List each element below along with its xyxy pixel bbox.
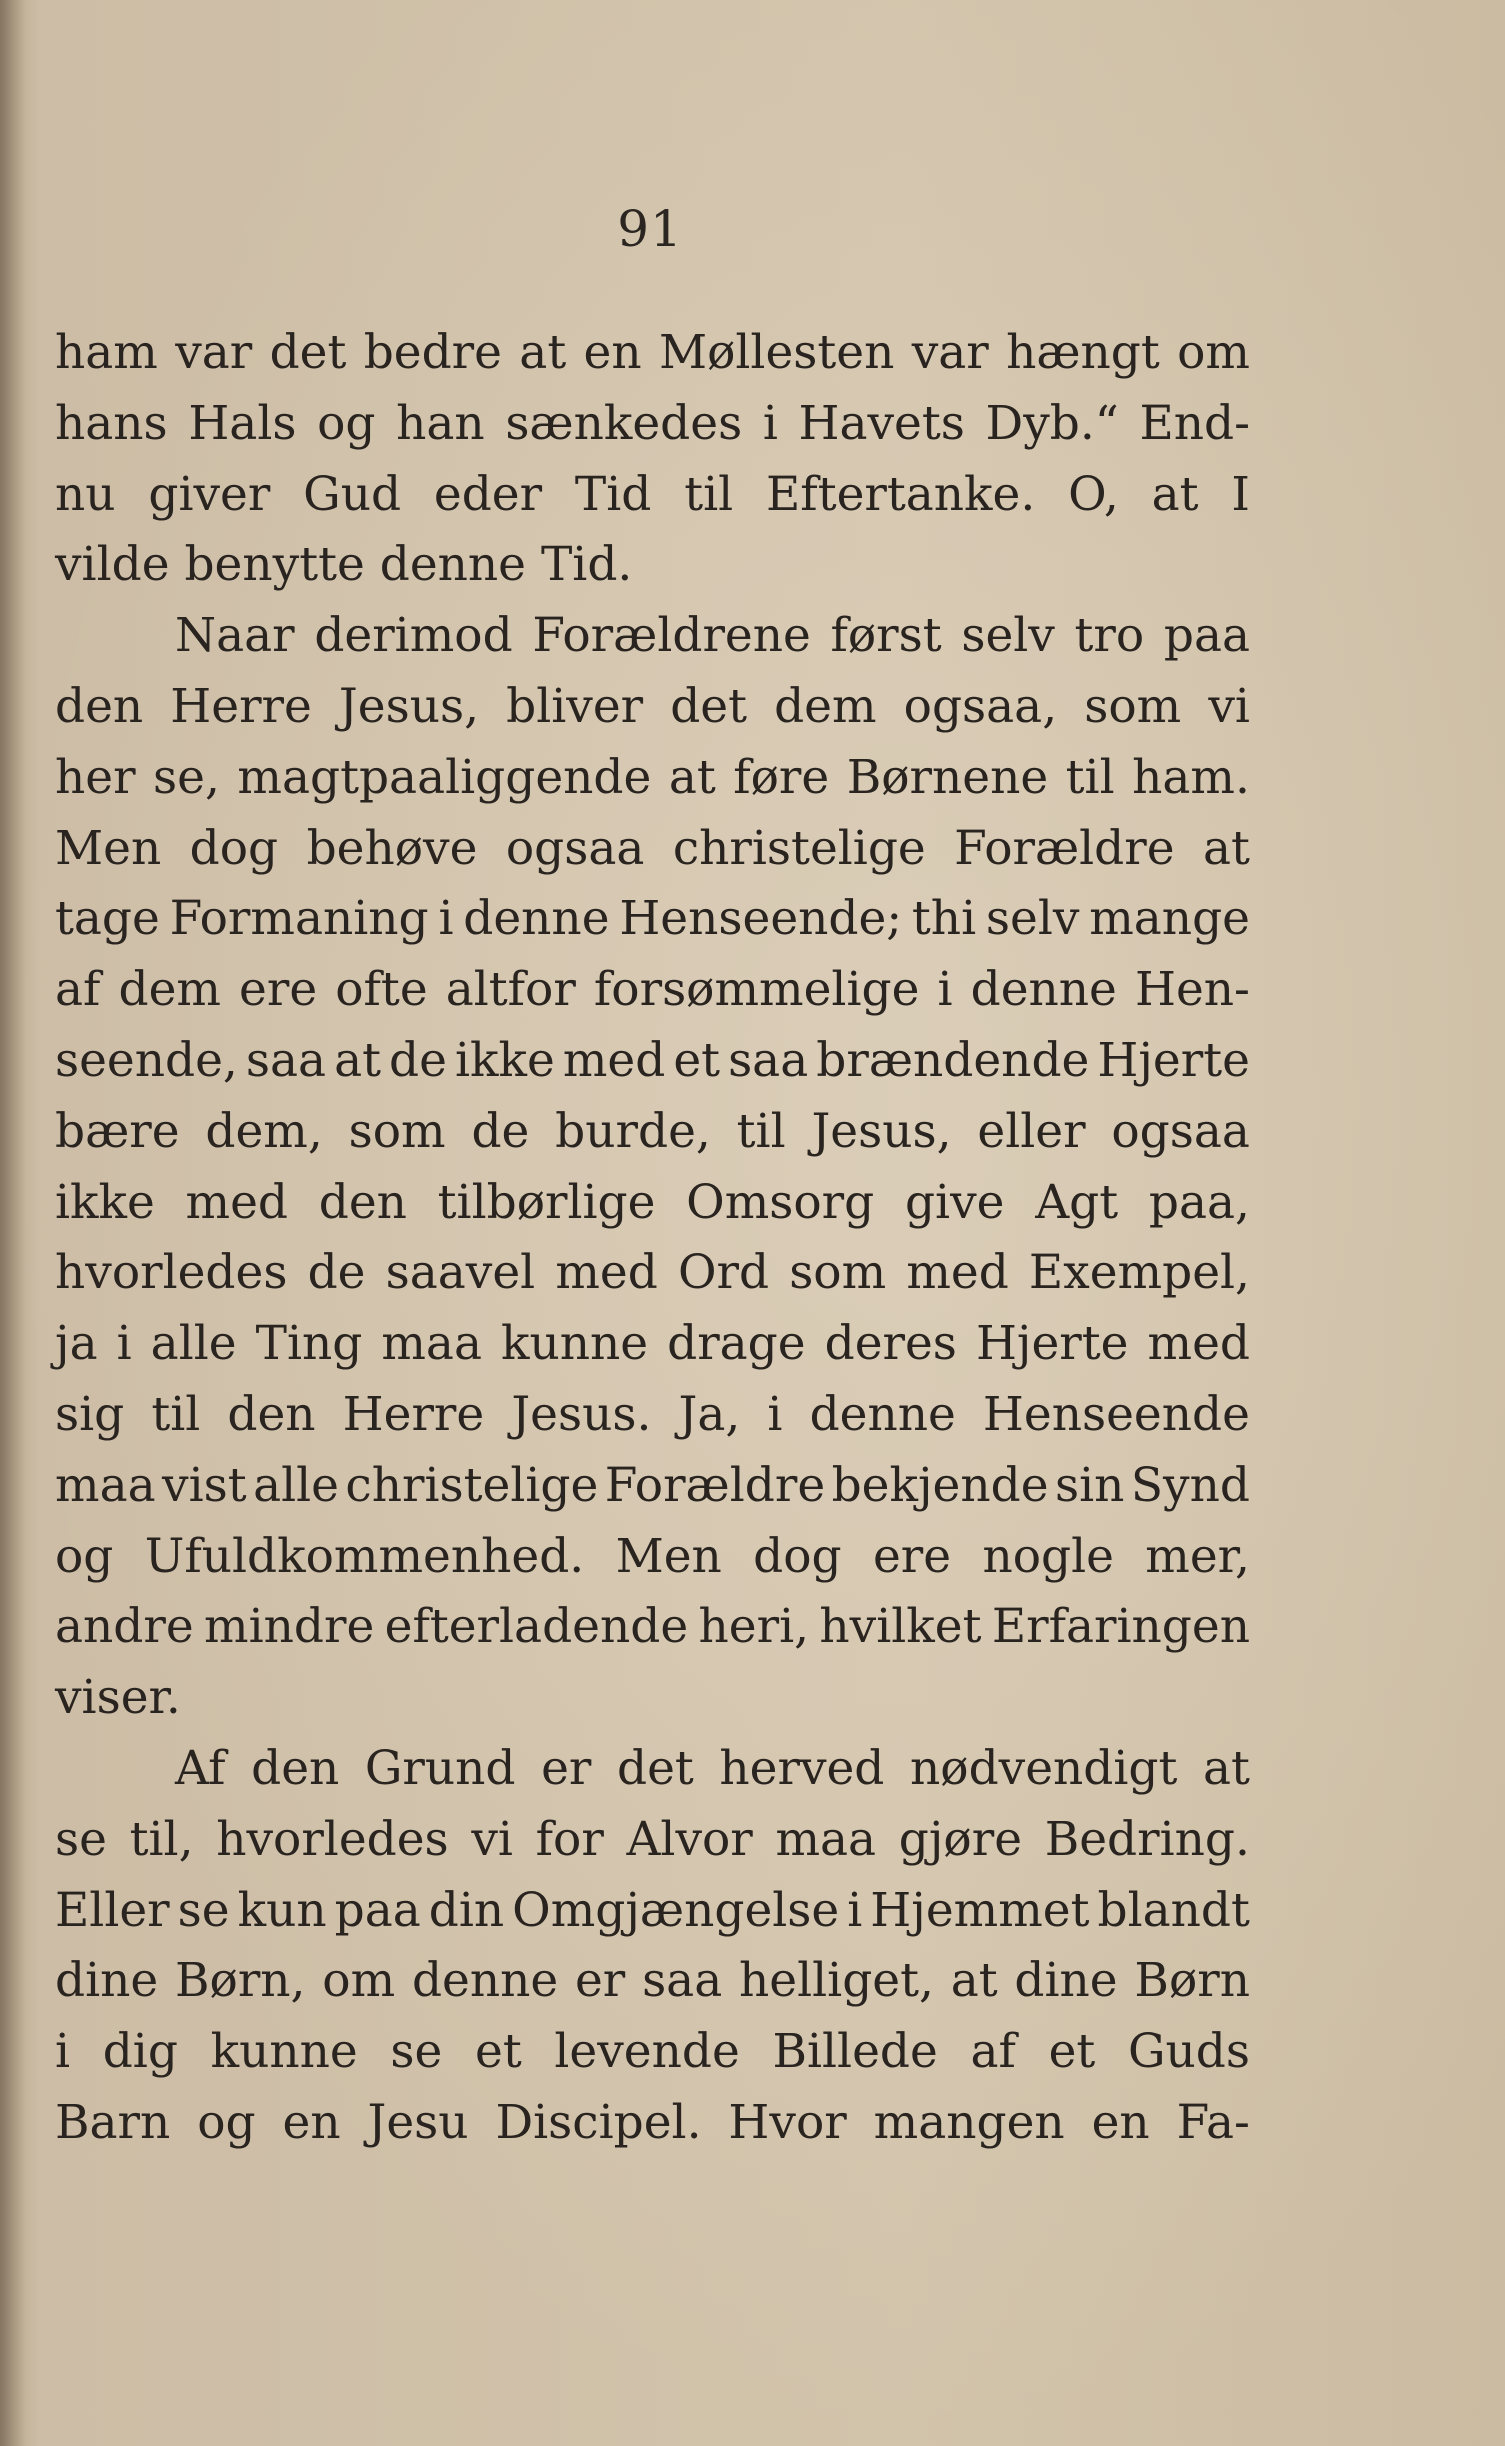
word: først bbox=[830, 608, 942, 664]
word: andre bbox=[55, 1599, 194, 1655]
word: alle bbox=[150, 1316, 237, 1372]
word: Eller bbox=[55, 1882, 170, 1938]
word: Jesu bbox=[367, 2094, 469, 2150]
text-line bbox=[55, 884, 1250, 955]
word: sin bbox=[1054, 1457, 1125, 1513]
word: om bbox=[1177, 325, 1250, 380]
word: hvilket bbox=[819, 1599, 982, 1655]
word: kunne bbox=[210, 2024, 358, 2080]
word: at bbox=[1202, 1740, 1250, 1796]
text-line bbox=[55, 1026, 1250, 1097]
text-line bbox=[55, 1309, 1250, 1380]
word: den bbox=[227, 1386, 316, 1442]
word: Omgjængelse bbox=[512, 1882, 840, 1938]
word: i bbox=[438, 891, 454, 947]
word: et bbox=[1048, 2024, 1096, 2080]
word: Alvor bbox=[626, 1811, 753, 1867]
word: benytte bbox=[184, 537, 380, 593]
text-line bbox=[55, 460, 1250, 531]
word: Exempel, bbox=[1028, 1245, 1250, 1301]
word: christelige bbox=[672, 820, 926, 876]
word: drage bbox=[667, 1316, 806, 1372]
word: Hvor bbox=[728, 2094, 847, 2150]
word: Grund bbox=[364, 1740, 516, 1796]
word: for bbox=[535, 1811, 604, 1867]
word: denne bbox=[379, 537, 541, 593]
word: ogsaa bbox=[1111, 1103, 1250, 1159]
text-line bbox=[55, 2088, 1250, 2159]
word: hans bbox=[55, 395, 168, 451]
word: viser. bbox=[55, 1670, 181, 1726]
text-line bbox=[55, 1238, 1250, 1309]
word: giver bbox=[148, 466, 271, 522]
word: det bbox=[269, 325, 347, 380]
word: burde, bbox=[555, 1103, 711, 1159]
word: Herre bbox=[342, 1386, 485, 1442]
word: nødvendigt bbox=[910, 1740, 1178, 1796]
word: Discipel. bbox=[495, 2094, 702, 2150]
word: O, bbox=[1068, 466, 1119, 522]
word: om bbox=[322, 1953, 396, 2009]
word: bære bbox=[55, 1103, 180, 1159]
word: at bbox=[1151, 466, 1199, 522]
word: thi bbox=[911, 891, 977, 947]
word: dem, bbox=[205, 1103, 323, 1159]
word: af bbox=[970, 2024, 1016, 2080]
word: er bbox=[541, 1740, 592, 1796]
word: ikke bbox=[454, 1032, 555, 1088]
word: Agt bbox=[1035, 1174, 1119, 1230]
word: Men bbox=[615, 1528, 722, 1584]
word: Gud bbox=[303, 466, 402, 522]
word: til bbox=[1065, 749, 1115, 805]
word: en bbox=[583, 325, 642, 380]
word: eller bbox=[977, 1103, 1086, 1159]
word: selv bbox=[961, 608, 1055, 664]
word: hvorledes bbox=[55, 1245, 288, 1301]
word: mange bbox=[1089, 891, 1250, 947]
word: sænkedes bbox=[505, 395, 743, 451]
word: mangen bbox=[873, 2094, 1065, 2150]
word: Naar bbox=[175, 608, 295, 664]
word: Ord bbox=[677, 1245, 770, 1301]
text-line bbox=[55, 1522, 1250, 1593]
word: efterladende bbox=[384, 1599, 689, 1655]
word: Synd bbox=[1130, 1457, 1250, 1513]
word: saa bbox=[728, 1032, 809, 1088]
text-line bbox=[55, 955, 1250, 1026]
word: at bbox=[519, 325, 567, 380]
word: denne bbox=[463, 891, 610, 947]
word: hængt bbox=[1006, 325, 1160, 380]
word: kun bbox=[237, 1882, 327, 1938]
word: som bbox=[1084, 678, 1182, 734]
word: Henseende bbox=[982, 1386, 1250, 1442]
word: Forældrene bbox=[532, 608, 811, 664]
word: Møllesten bbox=[658, 325, 895, 380]
text-line bbox=[55, 1805, 1250, 1876]
word: et bbox=[475, 2024, 522, 2080]
word: Hjerte bbox=[975, 1316, 1129, 1372]
word: se, bbox=[153, 749, 220, 805]
word: denne bbox=[411, 1953, 559, 2009]
word: og bbox=[197, 2094, 256, 2150]
word: brændende bbox=[816, 1032, 1090, 1088]
text-line bbox=[55, 1946, 1250, 2017]
text-line bbox=[55, 743, 1250, 814]
word: dine bbox=[55, 1953, 159, 2009]
word: dem bbox=[774, 678, 877, 734]
text-line bbox=[55, 530, 1250, 601]
word: Børn bbox=[1134, 1953, 1250, 2009]
word: i bbox=[937, 962, 953, 1018]
word: Ufuldkommenhed. bbox=[144, 1528, 585, 1584]
text-line bbox=[55, 1097, 1250, 1168]
word: bekjende bbox=[831, 1457, 1049, 1513]
word: vi bbox=[1208, 678, 1250, 734]
word: tilbørlige bbox=[437, 1174, 656, 1230]
word: gjøre bbox=[898, 1811, 1023, 1867]
word: Forældre bbox=[604, 1457, 826, 1513]
word: ham bbox=[55, 325, 158, 380]
word: med bbox=[1147, 1316, 1250, 1372]
word: ja bbox=[55, 1316, 98, 1372]
word: herved bbox=[719, 1740, 885, 1796]
word: i bbox=[847, 1882, 863, 1938]
word: paa, bbox=[1148, 1174, 1250, 1230]
text-line bbox=[55, 2017, 1250, 2088]
word: Børnene bbox=[846, 749, 1049, 805]
word: Guds bbox=[1127, 2024, 1250, 2080]
word: var bbox=[175, 325, 253, 380]
word: nu bbox=[55, 466, 116, 522]
word: Hjemmet bbox=[870, 1882, 1090, 1938]
word: med bbox=[906, 1245, 1009, 1301]
word: Eftertanke. bbox=[765, 466, 1036, 522]
word: Jesus. bbox=[511, 1386, 652, 1442]
word: ikke bbox=[55, 1174, 155, 1230]
word: i bbox=[767, 1386, 783, 1442]
word: vist bbox=[162, 1457, 247, 1513]
word: levende bbox=[554, 2024, 740, 2080]
word: Af bbox=[175, 1740, 226, 1796]
word: de bbox=[389, 1032, 447, 1088]
word: dem bbox=[118, 962, 221, 1018]
word: er bbox=[574, 1953, 626, 2009]
word: denne bbox=[970, 962, 1117, 1018]
text-line bbox=[55, 1876, 1250, 1947]
word: derimod bbox=[314, 608, 513, 664]
word: en bbox=[1091, 2094, 1150, 2150]
text-line bbox=[55, 1663, 1250, 1734]
word: altfor bbox=[445, 962, 576, 1018]
word: Henseende; bbox=[619, 891, 903, 947]
word: Jesus, bbox=[338, 678, 480, 734]
word: sig bbox=[55, 1386, 125, 1442]
word: Bedring. bbox=[1044, 1811, 1250, 1867]
word: paa bbox=[1163, 608, 1250, 664]
text-line bbox=[55, 601, 1250, 672]
word: at bbox=[950, 1953, 998, 2009]
word: tage bbox=[55, 891, 160, 947]
word: Hen- bbox=[1134, 962, 1250, 1018]
word: Børn, bbox=[174, 1953, 306, 2009]
word: som bbox=[789, 1245, 887, 1301]
word: ere bbox=[239, 962, 318, 1018]
word: forsømmelige bbox=[593, 962, 920, 1018]
word: saa bbox=[245, 1032, 327, 1088]
word: saavel bbox=[385, 1245, 536, 1301]
word: denne bbox=[809, 1386, 956, 1442]
word: det bbox=[670, 678, 747, 734]
word: den bbox=[251, 1740, 340, 1796]
word: mindre bbox=[204, 1599, 375, 1655]
word: Dyb.“ bbox=[985, 395, 1119, 451]
word: alle bbox=[253, 1457, 339, 1513]
word: et bbox=[673, 1032, 721, 1088]
word: maa bbox=[381, 1316, 482, 1372]
text-line bbox=[55, 672, 1250, 743]
body-text bbox=[55, 318, 1250, 2159]
word: I bbox=[1231, 466, 1250, 522]
word: se bbox=[390, 2024, 443, 2080]
word: dine bbox=[1014, 1953, 1118, 2009]
word: til bbox=[736, 1103, 786, 1159]
word: med bbox=[562, 1032, 666, 1088]
word: Hjerte bbox=[1097, 1032, 1250, 1088]
word: af bbox=[55, 962, 101, 1018]
word: Ting bbox=[255, 1316, 363, 1372]
word: Herre bbox=[170, 678, 312, 734]
page-number: 91 bbox=[617, 200, 683, 258]
word: ham. bbox=[1132, 749, 1250, 805]
word: Fa- bbox=[1176, 2094, 1250, 2150]
word: ogsaa, bbox=[903, 678, 1058, 734]
word: dog bbox=[753, 1528, 842, 1584]
text-line bbox=[55, 318, 1250, 389]
word: seende, bbox=[55, 1032, 238, 1088]
word: hvorledes bbox=[216, 1811, 449, 1867]
word: til bbox=[684, 466, 734, 522]
word: den bbox=[318, 1174, 407, 1230]
word: dog bbox=[189, 820, 279, 876]
word: den bbox=[55, 678, 144, 734]
word: vi bbox=[471, 1811, 513, 1867]
word: dig bbox=[102, 2024, 178, 2080]
word: paa bbox=[334, 1882, 421, 1938]
word: deres bbox=[824, 1316, 957, 1372]
word: en bbox=[282, 2094, 341, 2150]
word: helliget, bbox=[739, 1953, 934, 2009]
word: Havets bbox=[798, 395, 965, 451]
word: Hals bbox=[188, 395, 297, 451]
word: Tid bbox=[574, 466, 652, 522]
word: Billede bbox=[772, 2024, 938, 2080]
word: de bbox=[307, 1245, 366, 1301]
word: ere bbox=[872, 1528, 952, 1584]
word: End- bbox=[1139, 395, 1250, 451]
word: de bbox=[471, 1103, 530, 1159]
text-line bbox=[55, 1168, 1250, 1239]
word: han bbox=[396, 395, 485, 451]
binding-shadow bbox=[0, 0, 26, 2446]
text-line bbox=[55, 1451, 1250, 1522]
word: give bbox=[904, 1174, 1005, 1230]
word: heri, bbox=[698, 1599, 810, 1655]
word: at bbox=[334, 1032, 382, 1088]
word: mer, bbox=[1145, 1528, 1250, 1584]
word: var bbox=[911, 325, 989, 380]
word: se bbox=[55, 1811, 107, 1867]
word: til, bbox=[129, 1811, 194, 1867]
word: bliver bbox=[506, 678, 644, 734]
word: Men bbox=[55, 820, 162, 876]
word: ofte bbox=[335, 962, 428, 1018]
word: i bbox=[116, 1316, 132, 1372]
word: Jesus, bbox=[811, 1103, 952, 1159]
word: føre bbox=[733, 749, 830, 805]
word: i bbox=[762, 395, 778, 451]
text-line bbox=[55, 1734, 1250, 1805]
word: Ja, bbox=[678, 1386, 741, 1442]
word: Forældre bbox=[954, 820, 1175, 876]
word: maa bbox=[775, 1811, 877, 1867]
word: christelige bbox=[345, 1457, 599, 1513]
word: Formaning bbox=[169, 891, 429, 947]
word: din bbox=[428, 1882, 505, 1938]
word: selv bbox=[985, 891, 1080, 947]
word: det bbox=[617, 1740, 694, 1796]
word: og bbox=[55, 1528, 114, 1584]
word: maa bbox=[55, 1457, 156, 1513]
word: tro bbox=[1074, 608, 1145, 664]
word: som bbox=[348, 1103, 446, 1159]
word: Omsorg bbox=[686, 1174, 875, 1230]
word: blandt bbox=[1097, 1882, 1250, 1938]
word: at bbox=[1203, 820, 1250, 876]
word: Barn bbox=[55, 2094, 171, 2150]
word: med bbox=[185, 1174, 289, 1230]
word: bedre bbox=[363, 325, 502, 380]
word: magtpaaliggende bbox=[237, 749, 652, 805]
word: at bbox=[668, 749, 716, 805]
word: saa bbox=[642, 1953, 723, 2009]
text-line bbox=[55, 389, 1250, 460]
word: til bbox=[151, 1386, 201, 1442]
word: med bbox=[555, 1245, 658, 1301]
word: og bbox=[317, 395, 376, 451]
word: i bbox=[55, 2024, 71, 2080]
word: Erfaringen bbox=[991, 1599, 1250, 1655]
text-line bbox=[55, 1592, 1250, 1663]
text-line bbox=[55, 1380, 1250, 1451]
text-line bbox=[55, 814, 1250, 885]
word: nogle bbox=[982, 1528, 1114, 1584]
word: behøve bbox=[306, 820, 478, 876]
word: vilde bbox=[55, 537, 185, 593]
word: Tid. bbox=[540, 537, 633, 593]
word: kunne bbox=[500, 1316, 649, 1372]
word: her bbox=[55, 749, 136, 805]
word: se bbox=[177, 1882, 230, 1938]
word: eder bbox=[433, 466, 543, 522]
word: ogsaa bbox=[505, 820, 645, 876]
